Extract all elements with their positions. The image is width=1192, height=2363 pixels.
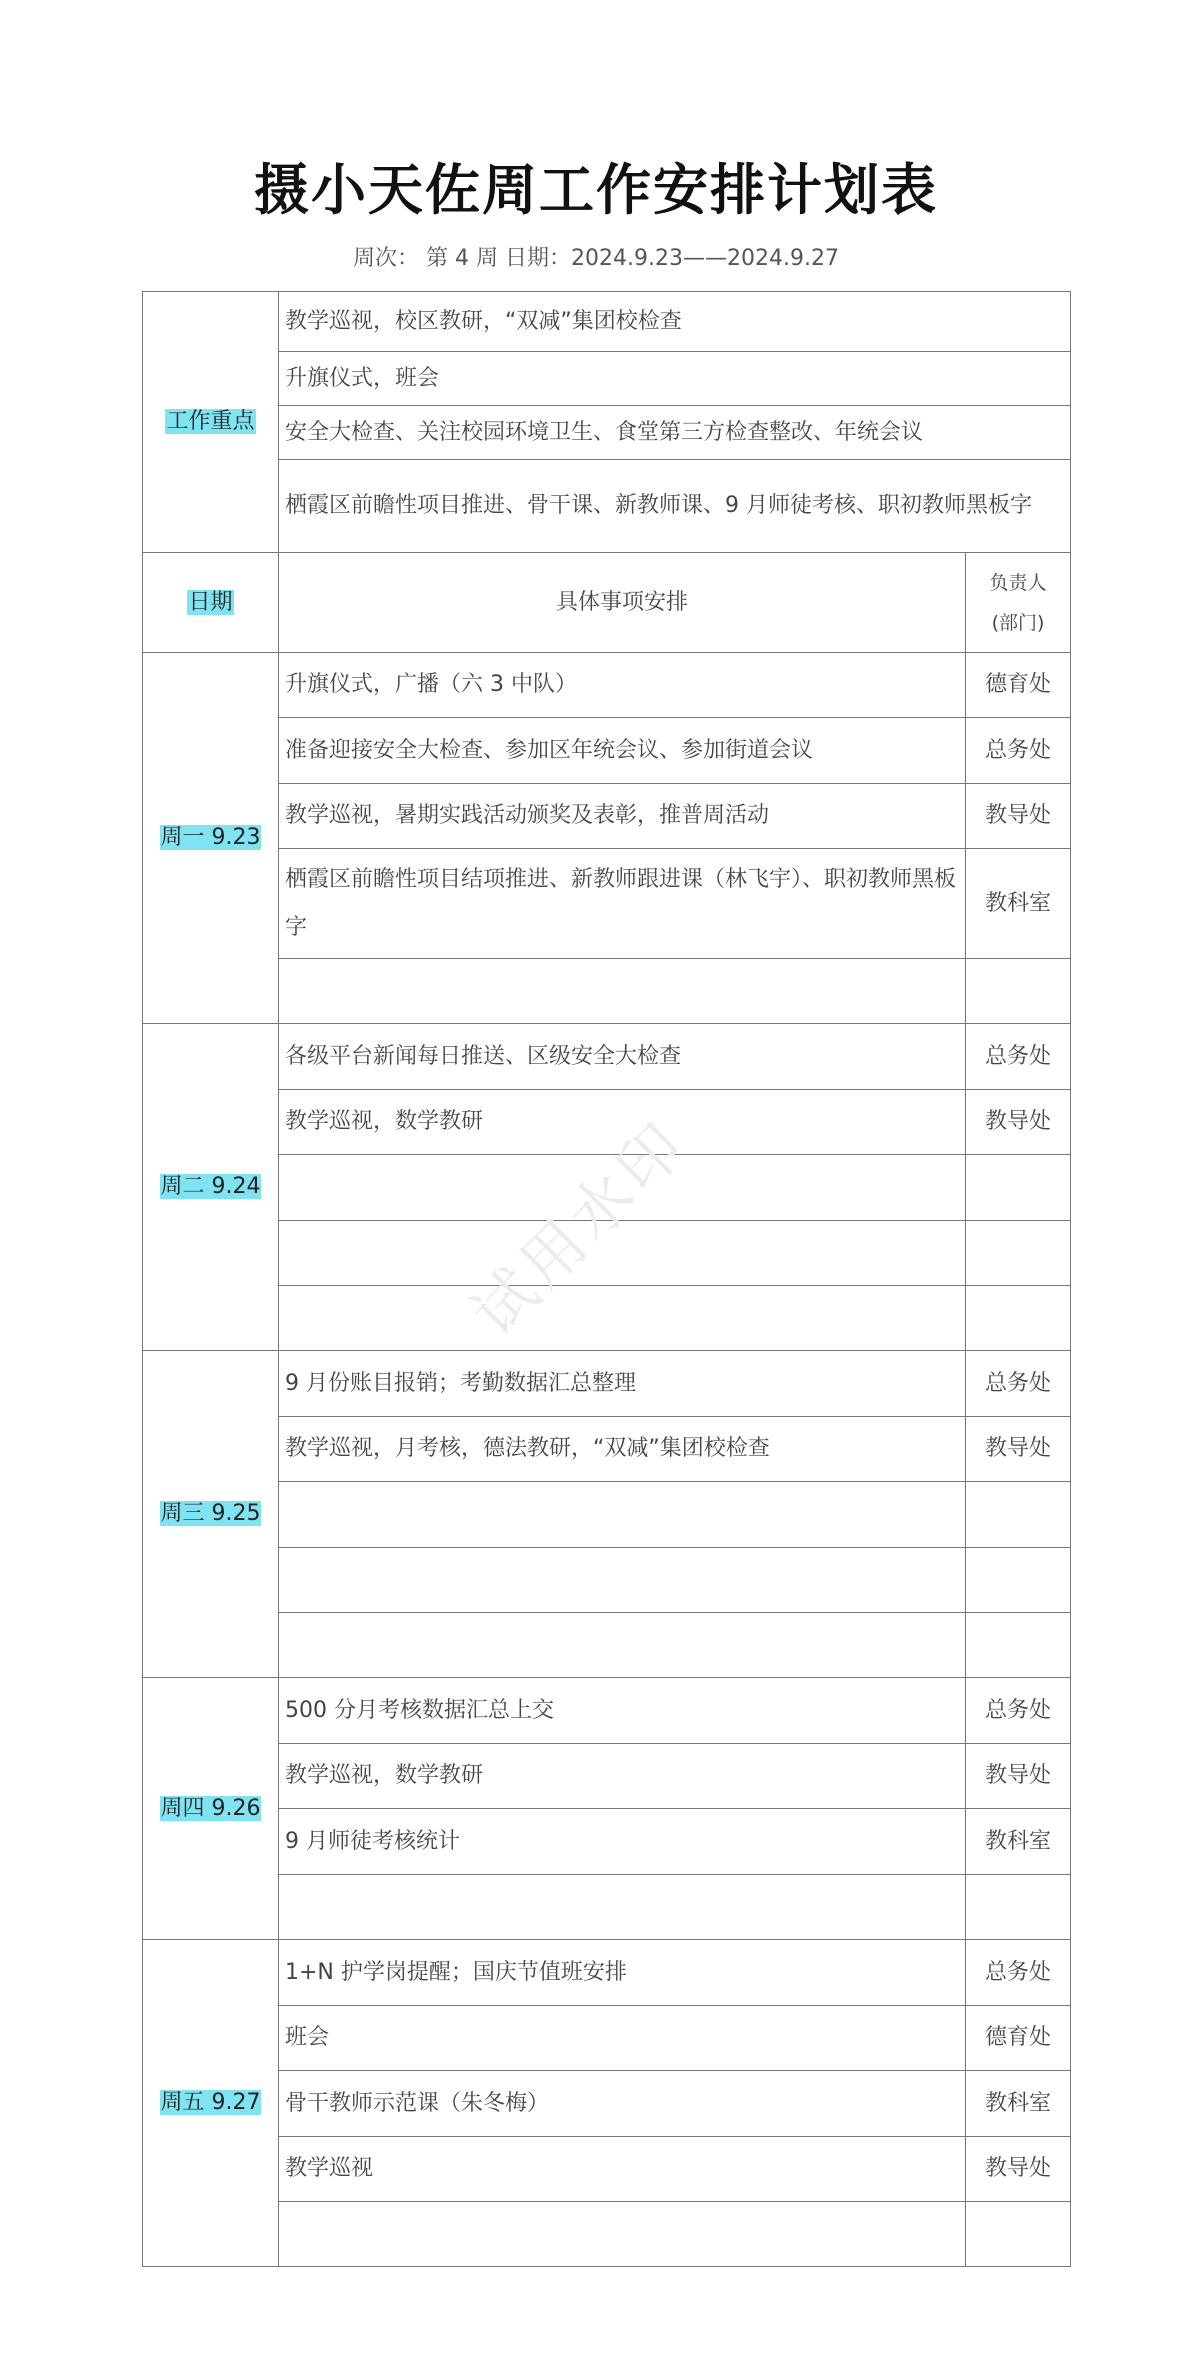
day-cell (143, 1351, 279, 1678)
owner-cell (966, 1482, 1071, 1548)
task-cell: 各级平台新闻每日推送、区级安全大检查 (279, 1024, 966, 1090)
task-cell: 升旗仪式，广播（六 3 中队） (279, 653, 966, 718)
day-cell (143, 1678, 279, 1940)
task-cell (279, 1286, 966, 1351)
table-row (143, 718, 1071, 784)
task-cell: 教学巡视，数学教研 (279, 1090, 966, 1155)
task-cell: 9 月师徒考核统计 (279, 1809, 966, 1875)
owner-cell (966, 959, 1071, 1024)
table-row (143, 1744, 1071, 1809)
owner-cell: 德育处 (966, 653, 1071, 718)
focus-item: 安全大检查、关注校园环境卫生、食堂第三方检查整改、年统会议 (279, 406, 1071, 460)
task-cell: 9 月份账目报销；考勤数据汇总整理 (279, 1351, 966, 1417)
owner-cell: 教导处 (966, 1090, 1071, 1155)
table-row (143, 1417, 1071, 1482)
focus-row (143, 460, 1071, 553)
table-row (143, 959, 1071, 1024)
task-cell: 1+N 护学岗提醒；国庆节值班安排 (279, 1940, 966, 2006)
owner-header-line1: 负责人 (989, 571, 1047, 594)
owner-cell (966, 1875, 1071, 1940)
table-row (143, 1678, 1071, 1744)
day-label: 周二 9.24 (160, 1174, 261, 1199)
owner-cell (966, 1221, 1071, 1286)
owner-cell (966, 1155, 1071, 1221)
owner-cell: 教导处 (966, 1417, 1071, 1482)
focus-label: 工作重点 (166, 409, 255, 434)
owner-cell: 总务处 (966, 1351, 1071, 1417)
owner-header-line2: (部门) (991, 611, 1045, 634)
table-row (143, 1613, 1071, 1678)
table-row (143, 2006, 1071, 2071)
table-row (143, 2071, 1071, 2137)
table-row (143, 653, 1071, 718)
table-row (143, 2202, 1071, 2267)
table-row (143, 1548, 1071, 1613)
task-cell (279, 1221, 966, 1286)
task-cell (279, 1613, 966, 1678)
owner-cell: 教科室 (966, 1809, 1071, 1875)
table-row (143, 1090, 1071, 1155)
day-cell (143, 653, 279, 1024)
day-cell (143, 1024, 279, 1351)
task-cell (279, 1155, 966, 1221)
task-cell: 500 分月考核数据汇总上交 (279, 1678, 966, 1744)
focus-row (143, 352, 1071, 406)
task-cell (279, 1875, 966, 1940)
table-row (143, 2137, 1071, 2202)
focus-item: 教学巡视，校区教研，“双减”集团校检查 (279, 292, 1071, 352)
date-header: 日期 (188, 589, 233, 615)
owner-cell (966, 1613, 1071, 1678)
table-row (143, 1482, 1071, 1548)
table-row (143, 1809, 1071, 1875)
table-row (143, 1286, 1071, 1351)
owner-cell: 教科室 (966, 849, 1071, 959)
owner-cell (966, 2202, 1071, 2267)
task-cell (279, 2202, 966, 2267)
table-row (143, 1221, 1071, 1286)
owner-cell: 总务处 (966, 718, 1071, 784)
table-row (143, 784, 1071, 849)
task-cell: 教学巡视，暑期实践活动颁奖及表彰，推普周活动 (279, 784, 966, 849)
owner-cell: 总务处 (966, 1024, 1071, 1090)
table-row (143, 849, 1071, 959)
owner-cell: 教导处 (966, 784, 1071, 849)
day-label: 周一 9.23 (160, 825, 261, 850)
owner-cell (966, 1286, 1071, 1351)
task-cell: 教学巡视 (279, 2137, 966, 2202)
task-cell (279, 959, 966, 1024)
week-info: 周次： 第 4 周 日期：2024.9.23——2024.9.27 (353, 246, 839, 271)
schedule-table (142, 291, 1071, 2267)
day-label: 周五 9.27 (160, 2090, 261, 2115)
date-header-cell (143, 553, 279, 653)
task-cell (279, 1548, 966, 1613)
owner-header (966, 553, 1071, 653)
focus-item: 栖霞区前瞻性项目推进、骨干课、新教师课、9 月师徒考核、职初教师黑板字 (279, 460, 1071, 553)
owner-cell (966, 1548, 1071, 1613)
owner-cell: 总务处 (966, 1678, 1071, 1744)
table-row (143, 1155, 1071, 1221)
table-row (143, 1024, 1071, 1090)
day-label: 周四 9.26 (160, 1795, 261, 1821)
task-cell: 教学巡视，数学教研 (279, 1744, 966, 1809)
owner-cell: 教科室 (966, 2071, 1071, 2137)
focus-row (143, 292, 1071, 352)
owner-cell: 教导处 (966, 2137, 1071, 2202)
focus-label-cell (143, 292, 279, 553)
table-row (143, 1875, 1071, 1940)
owner-cell: 总务处 (966, 1940, 1071, 2006)
task-cell: 教学巡视，月考核，德法教研，“双减”集团校检查 (279, 1417, 966, 1482)
header-row (143, 553, 1071, 653)
focus-item: 升旗仪式，班会 (279, 352, 1071, 406)
task-cell: 准备迎接安全大检查、参加区年统会议、参加街道会议 (279, 718, 966, 784)
day-label: 周三 9.25 (160, 1501, 261, 1526)
task-cell: 班会 (279, 2006, 966, 2071)
focus-row (143, 406, 1071, 460)
watermark: 试用水印 (457, 1106, 702, 1351)
table-row (143, 1940, 1071, 2006)
task-cell: 栖霞区前瞻性项目结项推进、新教师跟进课（林飞宇）、职初教师黑板字 (279, 849, 966, 959)
owner-cell: 德育处 (966, 2006, 1071, 2071)
page-title: 摄小天佐周工作安排计划表 (253, 158, 938, 222)
day-cell (143, 1940, 279, 2267)
table-row (143, 1351, 1071, 1417)
task-cell (279, 1482, 966, 1548)
owner-cell: 教导处 (966, 1744, 1071, 1809)
task-cell: 骨干教师示范课（朱冬梅） (279, 2071, 966, 2137)
task-header: 具体事项安排 (279, 553, 966, 653)
